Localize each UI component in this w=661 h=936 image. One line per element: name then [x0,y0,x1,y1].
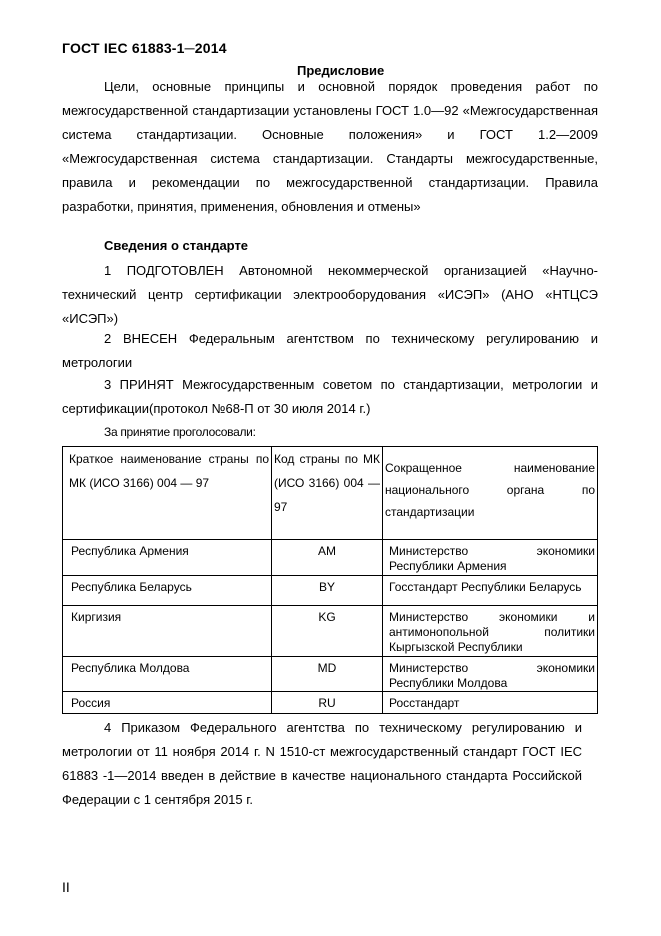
vote-label: За принятие проголосовали: [104,425,256,439]
info-item-2: 2 ВНЕСЕН Федеральным агентством по техническому регулированию и метрологии [62,331,598,370]
table-cell-country: Республика Молдова [63,657,272,692]
document-title: ГОСТ IEC 61883-1─2014 [62,40,227,56]
table-cell-code: BY [272,576,383,606]
table-cell-org: Министерство экономики и антимонопольной политики Кыргызской Республики [383,606,598,657]
page-number: II [62,879,70,895]
table-cell-country: Республика Беларусь [63,576,272,606]
table-header-row [63,447,598,540]
voting-table [62,446,598,714]
table-header-code: Код страны по МК (ИСО 3166) 004 — 97 [272,447,383,540]
section-title: Предисловие [297,63,385,78]
table-cell-code: RU [272,692,383,714]
table-cell-country: Республика Армения [63,540,272,576]
info-item-1: 1 ПОДГОТОВЛЕН Автономной некоммерческой организацией «Научно-технический центр сертификации электрооборудования «ИСЭП» (АНО «НТЦСЭ «ИСЭП») [62,263,598,326]
foreword-paragraph: Цели, основные принципы и основной порядок проведения работ по межгосударственной стандартизации установлены ГОСТ 1.0—92 «Межгосударственная система стандартизации. Основные положения» и ГОСТ 1.2—2009 «Межгосударственная система стандартизации. Стандарты межгосударственные, правила и рекомендации по межгосударственной стандартизации. Правила разработки, принятия, применения, обновления и отмены» [62,79,598,214]
table-cell-code: KG [272,606,383,657]
info-item-4: 4 Приказом Федерального агентства по техническому регулированию и метрологии от 11 ноября 2014 г. N 1510-ст межгосударственный стандарт ГОСТ IEC 61883 -1—2014 введен в действие в качестве национального стандарта Российской Федерации с 1 сентября 2015 г. [62,720,582,807]
table-cell-country: Киргизия [63,606,272,657]
standard-info-heading: Сведения о стандарте [104,238,249,253]
table-cell-country: Россия [63,692,272,714]
table-cell-org: Росстандарт [383,692,598,714]
table-header-org: Сокращенное наименование национального органа по стандартизации [383,447,598,540]
table-row [63,576,598,606]
table-row [63,692,598,714]
table-row [63,540,598,576]
table-cell-code: MD [272,657,383,692]
table-cell-code: AM [272,540,383,576]
table-row [63,606,598,657]
table-cell-org: Министерство экономики Республики Армения [383,540,598,576]
table-header-country: Краткое наименование страны по МК (ИСО 3166) 004 — 97 [63,447,272,540]
table-cell-org: Министерство экономики Республики Молдова [383,657,598,692]
info-item-3: 3 ПРИНЯТ Межгосударственным советом по стандартизации, метрологии и сертификации(протокол №68-П от 30 июля 2014 г.) [62,377,598,416]
table-cell-org: Госстандарт Республики Беларусь [383,576,598,606]
table-row [63,657,598,692]
